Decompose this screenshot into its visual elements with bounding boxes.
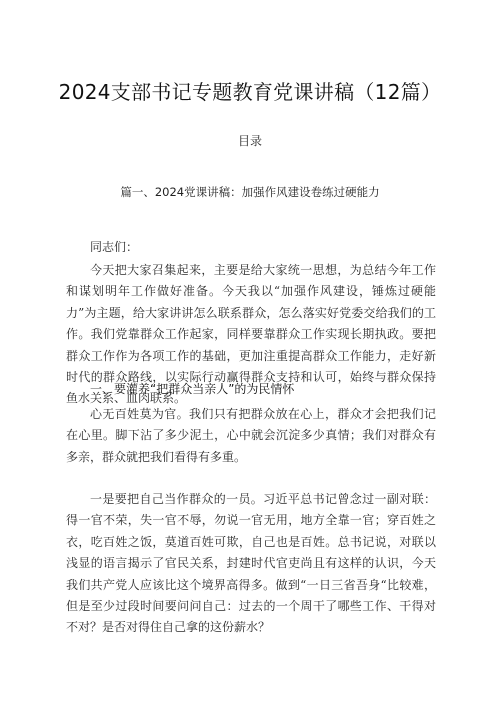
document-title: 2024支部书记专题教育党课讲稿（12篇）	[58, 80, 442, 104]
paragraph-text: 一是要把自己当作群众的一员。习近平总书记曾念过一副对联：得一官不荣，失一官不辱，勿说一官无用，地方全靠一官；穿百姓之衣，吃百姓之饭，莫道百姓可欺，自己也是百姓。总书记说，对联以浅显的语言揭示了官民关系，封建时代官吏尚且有这样的认识，今天我们共产党人应该比这个境界高得多。做到“一日三省吾身“比较难，但是至少过段时间要问问自己：过去的一个周干了哪些工作、干得对不对？是否对得住自己拿的这份薪水？	[66, 492, 436, 635]
section-title: 篇一、2024党课讲稿：加强作风建设卷练过硬能力	[120, 185, 380, 199]
paragraph	[66, 404, 436, 468]
paragraph	[66, 489, 436, 639]
greeting-text: 同志们：	[90, 240, 139, 254]
toc-heading: 目录	[237, 134, 262, 148]
paragraph-text: 心无百姓莫为官。我们只有把群众放在心上，群众才会把我们记在心里。脚下沾了多少泥土，心中就会沉淀多少真情；我们对群众有多亲，群众就把我们看得有多重。	[66, 407, 436, 464]
paragraph-text: 今天把大家召集起来，主要是给大家统一思想，为总结今年工作和谋划明年工作做好准备。今天我以“加强作风建设，锤炼过硬能力”为主题，给大家讲讲怎么联系群众，怎么落实好党委交给我们的工作。我们党靠群众工作起家，同样要靠群众工作实现长期执政。要把群众工作作为各项工作的基础，更加注重提高群众工作能力，走好新时代的群众路线，以实际行动赢得群众支持和认可，始终与群众保持鱼水关系、血肉联系。	[66, 263, 436, 406]
subheading: 一、要灌养“把群众当亲人”的为民情怀	[90, 382, 295, 396]
